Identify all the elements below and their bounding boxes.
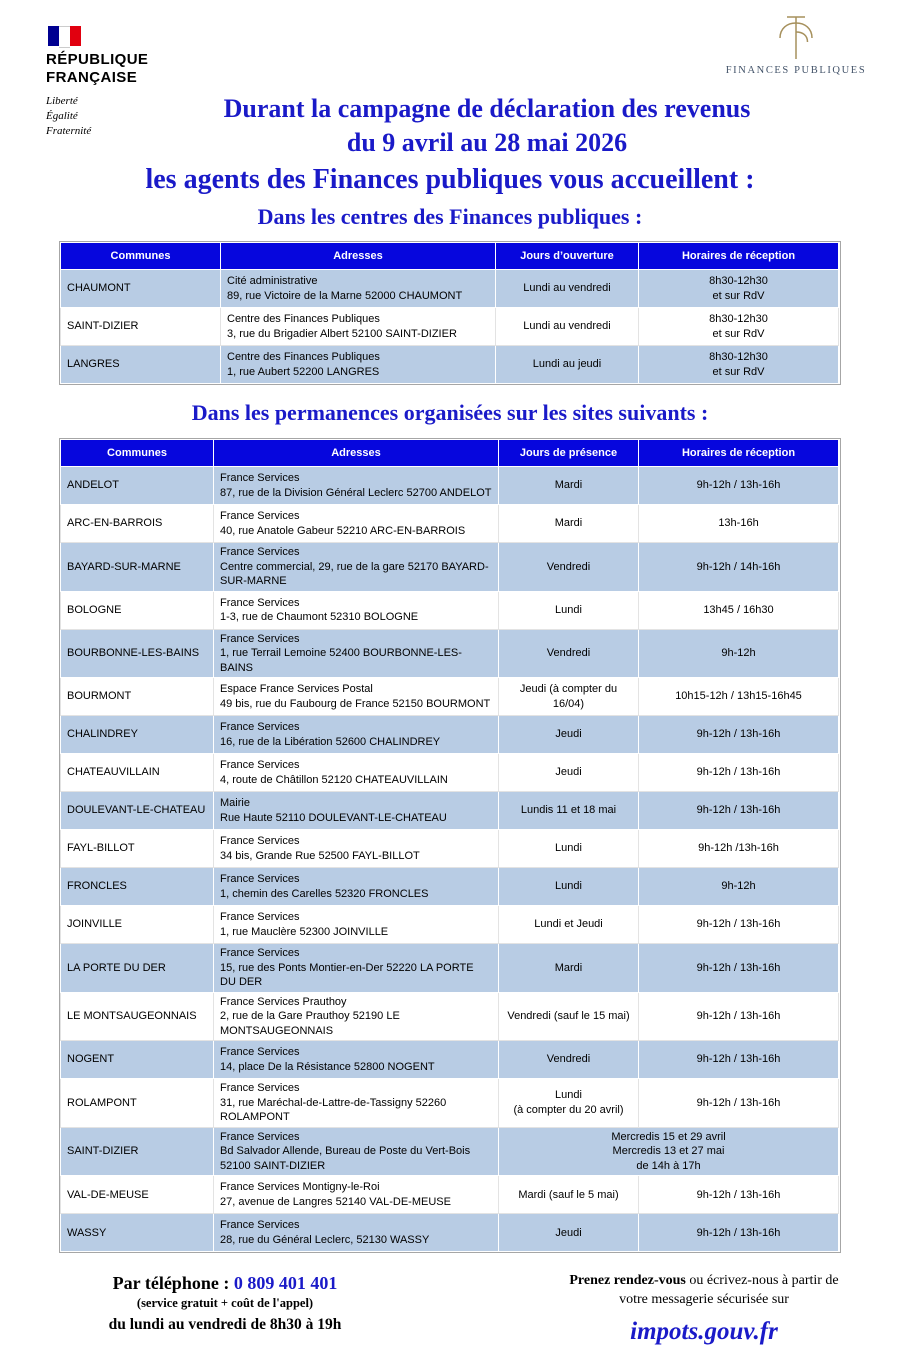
jours-cell: Jeudi xyxy=(499,754,639,792)
french-flag-icon xyxy=(48,26,81,46)
horaires-cell: 9h-12h / 13h-16h xyxy=(639,1176,839,1214)
adresse-cell: France Services 1, chemin des Carelles 52320 FRONCLES xyxy=(214,868,499,906)
centres-table xyxy=(60,242,839,384)
footer-contact-block xyxy=(554,1271,854,1346)
horaires-cell: 9h-12h / 13h-16h xyxy=(639,716,839,754)
jours-cell: Mardi xyxy=(499,944,639,993)
table-row xyxy=(61,1176,839,1214)
adresse-cell: France Services 1, rue Mauclère 52300 JOINVILLE xyxy=(214,906,499,944)
commune-cell: FRONCLES xyxy=(61,868,214,906)
horaires-cell: 13h45 / 16h30 xyxy=(639,591,839,629)
adresse-cell: France Services 4, route de Châtillon 52120 CHATEAUVILLAIN xyxy=(214,754,499,792)
flag-white-stripe xyxy=(59,26,70,48)
section-title-permanences: Dans les permanences organisées sur les sites suivants : xyxy=(191,400,709,425)
adresse-cell: Cité administrative 89, rue Victoire de la Marne 52000 CHAUMONT xyxy=(221,270,496,308)
horaires-cell: 9h-12h / 14h-16h xyxy=(639,543,839,592)
table-row xyxy=(61,716,839,754)
jours-cell: Vendredi xyxy=(499,543,639,592)
centres-table-body xyxy=(61,270,839,384)
commune-cell: CHALINDREY xyxy=(61,716,214,754)
commune-cell: BOLOGNE xyxy=(61,591,214,629)
adresse-cell: Centre des Finances Publiques 3, rue du Brigadier Albert 52100 SAINT-DIZIER xyxy=(221,308,496,346)
jours-cell: Lundi xyxy=(499,868,639,906)
commune-cell: WASSY xyxy=(61,1214,214,1252)
header-adresses: Adresses xyxy=(221,243,496,270)
jours-cell: Vendredi xyxy=(499,1041,639,1079)
header-adresses: Adresses xyxy=(214,440,499,467)
rdv-text xyxy=(554,1271,854,1309)
jours-cell: Lundi (à compter du 20 avril) xyxy=(499,1079,639,1128)
adresse-cell: France Services 1-3, rue de Chaumont 52310 BOLOGNE xyxy=(214,591,499,629)
horaires-cell: 9h-12h /13h-16h xyxy=(639,830,839,868)
jours-cell: Mardi xyxy=(499,467,639,505)
table-row xyxy=(61,1214,839,1252)
phone-note: (service gratuit + coût de l'appel) xyxy=(136,1296,314,1311)
header-jours-presence: Jours de présence xyxy=(499,440,639,467)
title-line-1: Durant la campagne de déclaration des revenus xyxy=(223,94,751,123)
jours-cell: Mardi (sauf le 5 mai) xyxy=(499,1176,639,1214)
jours-cell: Lundi xyxy=(499,591,639,629)
table-row xyxy=(61,270,839,308)
adresse-cell: France Services 14, place De la Résistance 52800 NOGENT xyxy=(214,1041,499,1079)
jours-cell: Jeudi (à compter du 16/04) xyxy=(499,678,639,716)
horaires-cell: 9h-12h / 13h-16h xyxy=(639,944,839,993)
republique-text-line1: RÉPUBLIQUE xyxy=(46,51,149,68)
adresse-cell: Centre des Finances Publiques 1, rue Aubert 52200 LANGRES xyxy=(221,346,496,384)
commune-cell: LE MONTSAUGEONNAIS xyxy=(61,992,214,1041)
phone-hours: du lundi au vendredi de 8h30 à 19h xyxy=(108,1316,342,1334)
adresse-cell: France Services Centre commercial, 29, rue de la gare 52170 BAYARD-SUR-MARNE xyxy=(214,543,499,592)
adresse-cell: France Services 16, rue de la Libération 52600 CHALINDREY xyxy=(214,716,499,754)
commune-cell: VAL-DE-MEUSE xyxy=(61,1176,214,1214)
horaires-cell: 9h-12h / 13h-16h xyxy=(639,754,839,792)
phone-line xyxy=(60,1271,390,1295)
adresse-cell: France Services 34 bis, Grande Rue 52500 FAYL-BILLOT xyxy=(214,830,499,868)
commune-cell: ARC-EN-BARROIS xyxy=(61,505,214,543)
adresse-cell: France Services 40, rue Anatole Gabeur 52210 ARC-EN-BARROIS xyxy=(214,505,499,543)
horaires-cell: 9h-12h xyxy=(639,629,839,678)
adresse-cell: Mairie Rue Haute 52110 DOULEVANT-LE-CHATEAU xyxy=(214,792,499,830)
footer-phone-block xyxy=(60,1271,390,1346)
commune-cell: ANDELOT xyxy=(61,467,214,505)
table-row xyxy=(61,906,839,944)
adresse-cell: France Services 87, rue de la Division Général Leclerc 52700 ANDELOT xyxy=(214,467,499,505)
header-horaires-reception: Horaires de réception xyxy=(639,440,839,467)
table-row xyxy=(61,754,839,792)
jours-cell: Vendredi (sauf le 15 mai) xyxy=(499,992,639,1041)
title-line-3: les agents des Finances publiques vous accueillent : xyxy=(145,164,755,195)
horaires-cell: 9h-12h / 13h-16h xyxy=(639,1041,839,1079)
commune-cell: BAYARD-SUR-MARNE xyxy=(61,543,214,592)
commune-cell: LANGRES xyxy=(61,346,221,384)
adresse-cell: France Services 28, rue du Général Leclerc, 52130 WASSY xyxy=(214,1214,499,1252)
horaires-cell: 9h-12h / 13h-16h xyxy=(639,1079,839,1128)
horaires-cell: 13h-16h xyxy=(639,505,839,543)
commune-cell: DOULEVANT-LE-CHATEAU xyxy=(61,792,214,830)
table-row xyxy=(61,1041,839,1079)
title-line-2: du 9 avril au 28 mai 2026 xyxy=(346,128,628,157)
jours-cell: Lundi au vendredi xyxy=(496,308,639,346)
commune-cell: NOGENT xyxy=(61,1041,214,1079)
horaires-cell: 9h-12h / 13h-16h xyxy=(639,906,839,944)
permanences-header-row xyxy=(61,440,839,467)
horaires-cell: 9h-12h / 13h-16h xyxy=(639,467,839,505)
header-communes: Communes xyxy=(61,243,221,270)
permanences-table-wrap xyxy=(59,438,841,1253)
rdv-rest-text: ou écrivez-nous à partir de votre messagerie sécurisée sur xyxy=(619,1273,839,1308)
permanences-table-body xyxy=(61,467,839,1252)
jours-cell: Lundi au vendredi xyxy=(496,270,639,308)
table-row xyxy=(61,543,839,592)
finances-publiques-logo xyxy=(716,14,876,76)
table-row xyxy=(61,678,839,716)
flag-red-stripe xyxy=(70,26,81,46)
table-row xyxy=(61,830,839,868)
commune-cell: CHATEAUVILLAIN xyxy=(61,754,214,792)
flag-blue-stripe xyxy=(48,26,59,46)
horaires-cell: 10h15-12h / 13h15-16h45 xyxy=(639,678,839,716)
phone-number: 0 809 401 401 xyxy=(233,1273,338,1294)
table-row xyxy=(61,308,839,346)
table-row xyxy=(61,505,839,543)
header-horaires-reception: Horaires de réception xyxy=(639,243,839,270)
table-row xyxy=(61,467,839,505)
horaires-cell: 9h-12h / 13h-16h xyxy=(639,792,839,830)
fp-monogram-icon xyxy=(771,14,821,62)
website-link[interactable]: impots.gouv.fr xyxy=(630,1318,778,1346)
adresse-cell: France Services Prauthoy 2, rue de la Gare Prauthoy 52190 LE MONTSAUGEONNAIS xyxy=(214,992,499,1041)
header-jours-ouverture: Jours d’ouverture xyxy=(496,243,639,270)
footer xyxy=(0,1253,900,1346)
horaires-cell: 9h-12h / 13h-16h xyxy=(639,1214,839,1252)
jours-cell: Mercredis 15 et 29 avril Mercredis 13 et 27 mai de 14h à 17h xyxy=(499,1127,839,1176)
fp-logo-label: FINANCES PUBLIQUES xyxy=(725,65,867,76)
table-row xyxy=(61,629,839,678)
adresse-cell: France Services 31, rue Maréchal-de-Lattre-de-Tassigny 52260 ROLAMPONT xyxy=(214,1079,499,1128)
table-row xyxy=(61,1079,839,1128)
commune-cell: FAYL-BILLOT xyxy=(61,830,214,868)
permanences-table xyxy=(60,439,839,1252)
rdv-bold-text: Prenez rendez-vous xyxy=(569,1273,686,1289)
table-row xyxy=(61,591,839,629)
jours-cell: Lundi au jeudi xyxy=(496,346,639,384)
horaires-cell: 8h30-12h30 et sur RdV xyxy=(639,346,839,384)
jours-cell: Lundi et Jeudi xyxy=(499,906,639,944)
adresse-cell: France Services Montigny-le-Roi 27, avenue de Langres 52140 VAL-DE-MEUSE xyxy=(214,1176,499,1214)
republique-text-line2: FRANÇAISE xyxy=(46,69,138,86)
section-title-centres: Dans les centres des Finances publiques : xyxy=(257,204,643,229)
table-row xyxy=(61,792,839,830)
commune-cell: BOURMONT xyxy=(61,678,214,716)
adresse-cell: France Services 15, rue des Ponts Montier-en-Der 52220 LA PORTE DU DER xyxy=(214,944,499,993)
header-communes: Communes xyxy=(61,440,214,467)
centres-table-wrap xyxy=(59,241,841,385)
table-row xyxy=(61,1127,839,1176)
commune-cell: JOINVILLE xyxy=(61,906,214,944)
jours-cell: Jeudi xyxy=(499,716,639,754)
commune-cell: ROLAMPONT xyxy=(61,1079,214,1128)
jours-cell: Jeudi xyxy=(499,1214,639,1252)
commune-cell: SAINT-DIZIER xyxy=(61,1127,214,1176)
jours-cell: Mardi xyxy=(499,505,639,543)
commune-cell: LA PORTE DU DER xyxy=(61,944,214,993)
phone-label: Par téléphone : xyxy=(112,1273,234,1294)
commune-cell: BOURBONNE-LES-BAINS xyxy=(61,629,214,678)
horaires-cell: 8h30-12h30 et sur RdV xyxy=(639,270,839,308)
centres-header-row xyxy=(61,243,839,270)
horaires-cell: 8h30-12h30 et sur RdV xyxy=(639,308,839,346)
table-row xyxy=(61,346,839,384)
table-row xyxy=(61,944,839,993)
table-row xyxy=(61,868,839,906)
republique-francaise-logo xyxy=(46,26,148,139)
adresse-cell: Espace France Services Postal 49 bis, rue du Faubourg de France 52150 BOURMONT xyxy=(214,678,499,716)
adresse-cell: France Services Bd Salvador Allende, Bureau de Poste du Vert-Bois 52100 SAINT-DIZIER xyxy=(214,1127,499,1176)
commune-cell: SAINT-DIZIER xyxy=(61,308,221,346)
jours-cell: Lundis 11 et 18 mai xyxy=(499,792,639,830)
jours-cell: Lundi xyxy=(499,830,639,868)
table-row xyxy=(61,992,839,1041)
horaires-cell: 9h-12h / 13h-16h xyxy=(639,992,839,1041)
adresse-cell: France Services 1, rue Terrail Lemoine 52400 BOURBONNE-LES-BAINS xyxy=(214,629,499,678)
marianne-motto: Liberté Égalité Fraternité xyxy=(46,95,92,137)
jours-cell: Vendredi xyxy=(499,629,639,678)
horaires-cell: 9h-12h xyxy=(639,868,839,906)
commune-cell: CHAUMONT xyxy=(61,270,221,308)
